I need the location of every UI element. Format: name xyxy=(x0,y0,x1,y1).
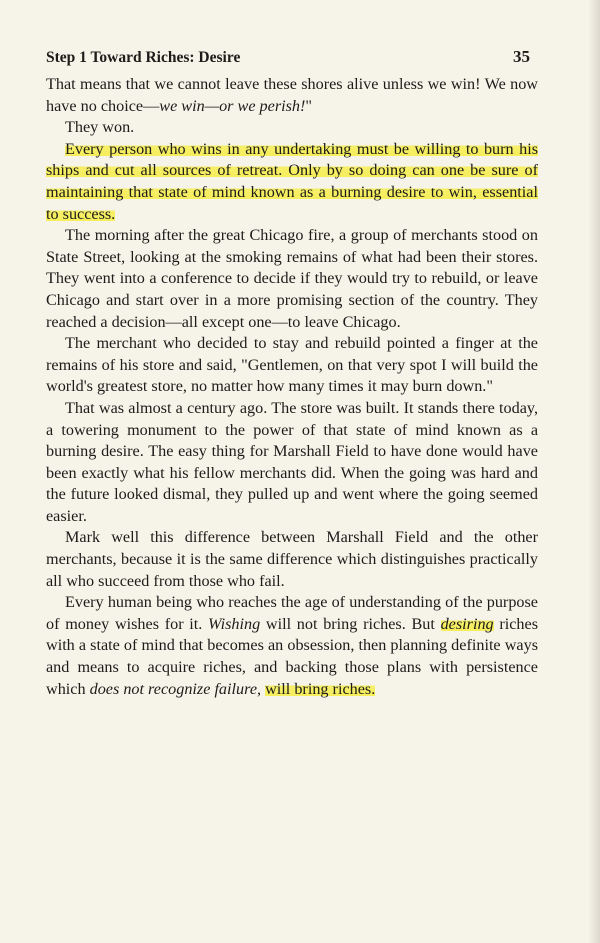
scan-edge-shadow xyxy=(588,0,600,943)
paragraph-5: The merchant who decided to stay and rebuild pointed a finger at the remains of his store and said, "Gentlemen, on that very spot I will build the world's greatest store, no matter how many times it may burn down." xyxy=(46,334,538,396)
running-title: Step 1 Toward Riches: Desire xyxy=(46,49,241,66)
paragraph-1-end: " xyxy=(305,96,313,115)
paragraph-7: Mark well this difference between Marshall Field and the other merchants, because it is the same difference which distinguishes practically all who succeed from those who fail. xyxy=(46,528,538,590)
highlighted-passage: Every person who wins in any undertaking must be willing to burn his ships and cut all sources of retreat. Only by so doing can one be sure of maintaining that state of mind known as a burning desire to win, essential to success. xyxy=(46,139,538,223)
highlighted-desiring: desiring xyxy=(440,614,494,633)
paragraph-2: They won. xyxy=(65,118,135,137)
paragraph-8 xyxy=(46,592,538,700)
paragraph-1-italic: we win—or we perish! xyxy=(159,96,306,115)
body-text xyxy=(46,74,538,700)
running-head xyxy=(46,47,530,67)
paragraph-6: That was almost a century ago. The store was built. It stands there today, a towering monument to the power of that state of mind known as a burning desire. The easy thing for Marshall Field to have done would have been exactly what his fellow merchants did. When the going was hard and the future looked dismal, they pulled up and went where the going seemed easier. xyxy=(46,398,538,525)
paragraph-8-wishing: Wishing xyxy=(208,614,261,633)
paragraph-1 xyxy=(46,74,538,117)
paragraph-8-part-b: will not bring riches. But xyxy=(260,614,441,633)
paragraph-3 xyxy=(46,139,538,225)
paragraph-1-text: That means that we cannot leave these shores alive unless we win! We now have no choice— xyxy=(46,75,538,115)
page-number: 35 xyxy=(513,47,530,66)
highlighted-conclusion: will bring riches. xyxy=(265,679,376,698)
paragraph-8-part-c: riches with a state of mind that becomes an obsession, then planning definite ways and means to acquire riches, and backing those plans with persistence which xyxy=(46,614,538,698)
paragraph-8-part-a: Every human being who reaches the age of understanding of the purpose of money wishes for it. xyxy=(46,593,538,633)
paragraph-8-italic: does not recognize failure, xyxy=(89,679,262,698)
paragraph-4: The morning after the great Chicago fire, a group of merchants stood on State Street, looking at the smoking remains of what had been their stores. They went into a conference to decide if they would try to rebuild, or leave Chicago and start over in a more promising section of the country. They reached a decision—all except one—to leave Chicago. xyxy=(46,226,538,331)
